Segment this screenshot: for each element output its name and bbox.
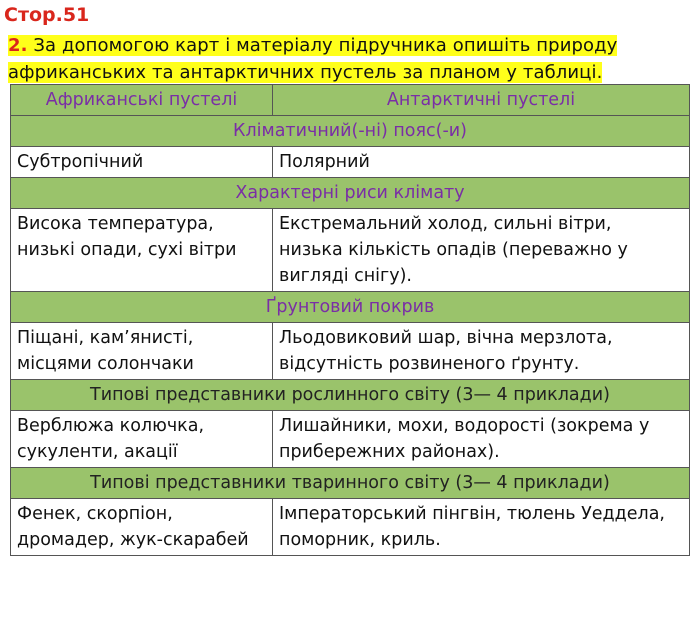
cell-africa — [11, 499, 273, 556]
cell-line: Висока температура, — [17, 214, 214, 234]
comparison-table — [10, 84, 690, 556]
section-title-fauna: Типові представники тваринного світу (3— 4 приклади) — [11, 468, 690, 499]
section-title-row — [11, 178, 690, 209]
cell-antarctica — [273, 209, 690, 292]
section-title-flora: Типові представники рослинного світу (3— 4 приклади) — [11, 380, 690, 411]
section-title-climate-belt: Кліматичний(-ні) пояс(-и) — [11, 116, 690, 147]
cell-line: поморник, криль. — [279, 530, 441, 550]
cell-antarctica — [273, 411, 690, 468]
cell-antarctica — [273, 323, 690, 380]
cell-line: дромадер, жук-скарабей — [17, 530, 249, 550]
table-header-row — [11, 85, 690, 116]
cell-line: вигляді снігу). — [279, 266, 412, 286]
table-row — [11, 323, 690, 380]
cell-line: сукуленти, акації — [17, 442, 178, 462]
task-statement — [8, 32, 648, 86]
section-title-row — [11, 468, 690, 499]
cell-antarctica — [273, 147, 690, 178]
cell-line: місцями солончаки — [17, 354, 194, 374]
table-row — [11, 499, 690, 556]
section-title-row — [11, 380, 690, 411]
section-title-row — [11, 116, 690, 147]
cell-line: низькі опади, сухі вітри — [17, 240, 237, 260]
cell-africa — [11, 147, 273, 178]
task-text-line-2: африканських та антарктичних пустель за планом у таблиці. — [8, 62, 603, 83]
page-number-title: Стор.51 — [4, 4, 90, 26]
section-title-climate-features: Характерні риси клімату — [11, 178, 690, 209]
cell-africa — [11, 411, 273, 468]
cell-line: Льодовиковий шар, вічна мерзлота, — [279, 328, 613, 348]
table-row — [11, 411, 690, 468]
section-title-soil-cover: Ґрунтовий покрив — [11, 292, 690, 323]
cell-line: Субтропічний — [17, 152, 144, 172]
table-row — [11, 209, 690, 292]
cell-line: відсутність розвиненого ґрунту. — [279, 354, 580, 374]
cell-line: низька кількість опадів (переважно у — [279, 240, 628, 260]
cell-antarctica — [273, 499, 690, 556]
cell-africa — [11, 209, 273, 292]
table-row — [11, 147, 690, 178]
cell-line: Імператорський пінгвін, тюлень Уеддела, — [279, 504, 665, 524]
cell-line: Лишайники, мохи, водорості (зокрема у — [279, 416, 650, 436]
cell-line: Екстремальний холод, сильні вітри, — [279, 214, 612, 234]
section-title-row — [11, 292, 690, 323]
cell-line: Фенек, скорпіон, — [17, 504, 173, 524]
cell-line: Полярний — [279, 152, 370, 172]
task-text-line-1: За допомогою карт і матеріалу підручника опишіть природу — [33, 35, 618, 56]
cell-line: Піщані, кам’янисті, — [17, 328, 194, 348]
column-header-africa: Африканські пустелі — [11, 85, 273, 116]
task-number: 2. — [8, 35, 28, 56]
cell-africa — [11, 323, 273, 380]
column-header-antarctica: Антарктичні пустелі — [273, 85, 690, 116]
cell-line: Верблюжа колючка, — [17, 416, 205, 436]
cell-line: прибережних районах). — [279, 442, 500, 462]
